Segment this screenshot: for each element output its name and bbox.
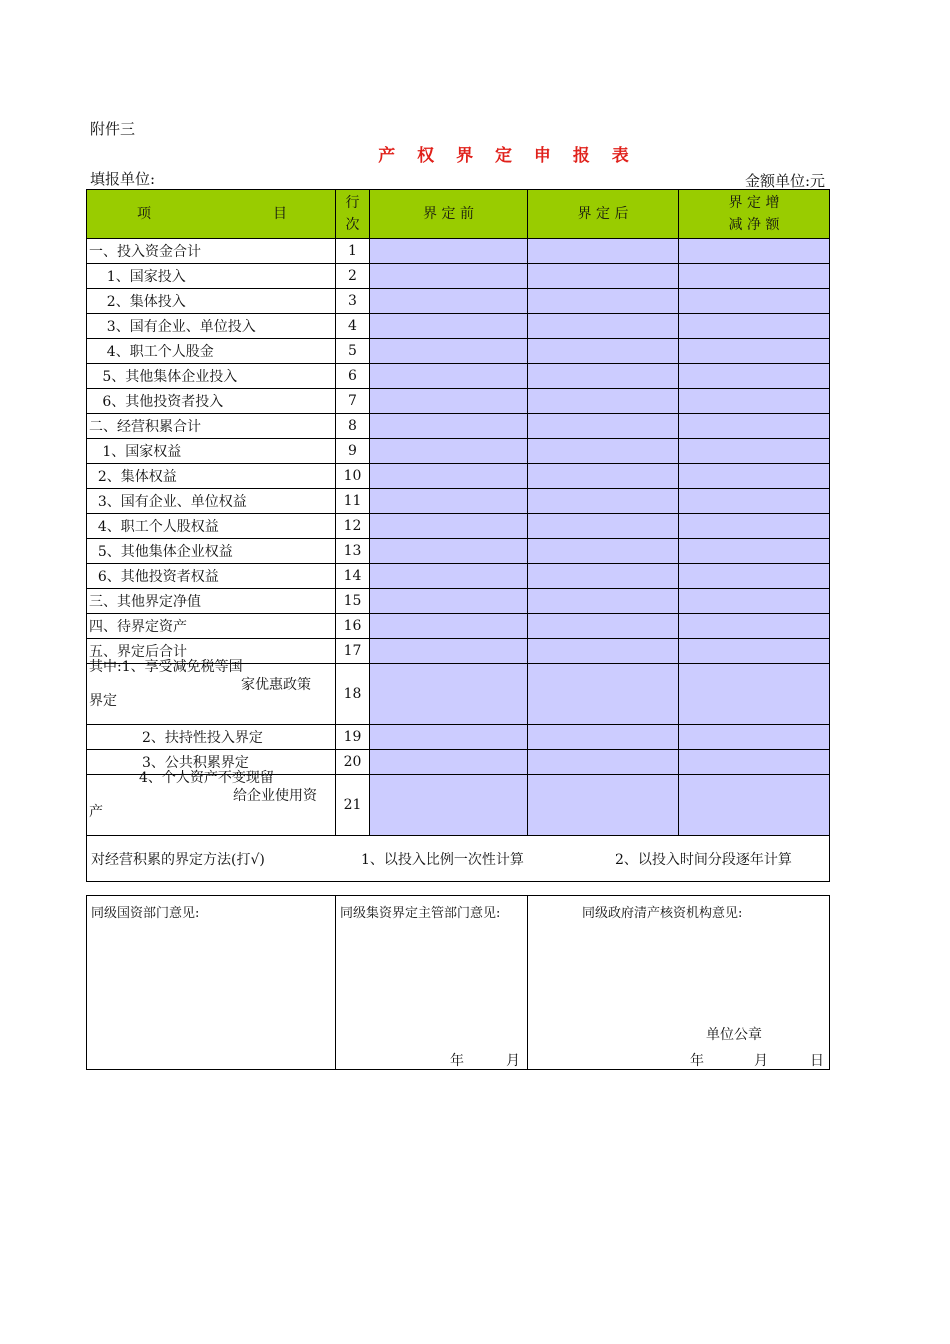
- net-change-input[interactable]: [679, 464, 830, 489]
- table-row: [87, 564, 830, 589]
- row-label: 2、集体投入: [87, 289, 336, 314]
- net-change-input[interactable]: [679, 664, 830, 725]
- table-row: [87, 614, 830, 639]
- before-input[interactable]: [370, 725, 528, 750]
- net-change-input[interactable]: [679, 339, 830, 364]
- header-before: 界 定 前: [370, 190, 528, 239]
- after-input[interactable]: [528, 775, 679, 836]
- before-input[interactable]: [370, 289, 528, 314]
- after-input[interactable]: [528, 339, 679, 364]
- header-item: 项 目: [87, 190, 336, 239]
- after-input[interactable]: [528, 389, 679, 414]
- net-change-input[interactable]: [679, 389, 830, 414]
- table-row: [87, 775, 830, 836]
- row-number: 16: [336, 614, 370, 639]
- table-row: [87, 339, 830, 364]
- row-number: 8: [336, 414, 370, 439]
- before-input[interactable]: [370, 589, 528, 614]
- net-change-input[interactable]: [679, 775, 830, 836]
- row-number: 5: [336, 339, 370, 364]
- sig-cell-government[interactable]: [528, 896, 830, 1070]
- row-label: 一、投入资金合计: [87, 239, 336, 264]
- row-number: 12: [336, 514, 370, 539]
- after-input[interactable]: [528, 514, 679, 539]
- row-label: 四、待界定资产: [87, 614, 336, 639]
- row-label: 4、职工个人股权益: [87, 514, 336, 539]
- row-label: 4、个人资产不变现留 给企业使用资 产: [87, 775, 336, 836]
- net-change-input[interactable]: [679, 489, 830, 514]
- after-input[interactable]: [528, 414, 679, 439]
- sig-cell-collective[interactable]: [336, 896, 528, 1070]
- row-label: 6、其他投资者权益: [87, 564, 336, 589]
- before-input[interactable]: [370, 564, 528, 589]
- after-input[interactable]: [528, 489, 679, 514]
- row-label: 5、其他集体企业投入: [87, 364, 336, 389]
- method-row: [87, 836, 830, 882]
- row-label: 五、界定后合计: [87, 639, 336, 664]
- table-header: [87, 190, 830, 239]
- before-input[interactable]: [370, 314, 528, 339]
- table-row: [87, 289, 830, 314]
- row-number: 2: [336, 264, 370, 289]
- net-change-input[interactable]: [679, 439, 830, 464]
- attachment-label: 附件三: [90, 120, 136, 138]
- row-number: 19: [336, 725, 370, 750]
- date-month: 月: [506, 1053, 520, 1069]
- row-number: 4: [336, 314, 370, 339]
- method-cell: [87, 836, 830, 882]
- sig-label-2: 同级集资界定主管部门意见:: [340, 906, 501, 921]
- table-row: [87, 725, 830, 750]
- net-change-input[interactable]: [679, 750, 830, 775]
- row-number: 21: [336, 775, 370, 836]
- form-title: 产 权 界 定 申 报 表: [378, 146, 637, 166]
- date-day: 日: [810, 1053, 824, 1069]
- row-label: 1、国家投入: [87, 264, 336, 289]
- row-number: 18: [336, 664, 370, 725]
- net-change-input[interactable]: [679, 264, 830, 289]
- row-number: 13: [336, 539, 370, 564]
- table-row: [87, 239, 830, 264]
- method-label: 对经营积累的界定方法(打√): [91, 852, 265, 868]
- sig-label-1: 同级国资部门意见:: [91, 906, 200, 921]
- after-input[interactable]: [528, 725, 679, 750]
- net-change-input[interactable]: [679, 314, 830, 339]
- net-change-input[interactable]: [679, 514, 830, 539]
- row-label: 3、公共积累界定: [87, 750, 336, 775]
- table-row: [87, 664, 830, 725]
- after-input[interactable]: [528, 589, 679, 614]
- before-input[interactable]: [370, 264, 528, 289]
- net-change-input[interactable]: [679, 239, 830, 264]
- header-seq: 行 次: [336, 190, 370, 239]
- after-input[interactable]: [528, 750, 679, 775]
- net-change-input[interactable]: [679, 564, 830, 589]
- row-number: 1: [336, 239, 370, 264]
- currency-unit: 金额单位:元: [744, 172, 825, 190]
- after-input[interactable]: [528, 289, 679, 314]
- before-input[interactable]: [370, 364, 528, 389]
- row-number: 20: [336, 750, 370, 775]
- after-input[interactable]: [528, 364, 679, 389]
- row-number: 11: [336, 489, 370, 514]
- method-option-2[interactable]: 2、以投入时间分段逐年计算: [615, 852, 792, 868]
- signature-table: [86, 895, 830, 1070]
- table-row: [87, 439, 830, 464]
- table-row: [87, 414, 830, 439]
- method-option-1[interactable]: 1、以投入比例一次性计算: [361, 852, 524, 868]
- before-input[interactable]: [370, 239, 528, 264]
- after-input[interactable]: [528, 664, 679, 725]
- table-row: [87, 314, 830, 339]
- after-input[interactable]: [528, 239, 679, 264]
- net-change-input[interactable]: [679, 614, 830, 639]
- property-rights-table: [86, 189, 830, 882]
- after-input[interactable]: [528, 264, 679, 289]
- table-row: [87, 389, 830, 414]
- net-change-input[interactable]: [679, 289, 830, 314]
- row-label: 3、国有企业、单位权益: [87, 489, 336, 514]
- row-label: 其中:1、享受减免税等国 家优惠政策 界定: [87, 664, 336, 725]
- after-input[interactable]: [528, 464, 679, 489]
- row-number: 9: [336, 439, 370, 464]
- row-label: 3、国有企业、单位投入: [87, 314, 336, 339]
- row-label: 5、其他集体企业权益: [87, 539, 336, 564]
- header-after: 界 定 后: [528, 190, 679, 239]
- net-change-input[interactable]: [679, 639, 830, 664]
- before-input[interactable]: [370, 489, 528, 514]
- before-input[interactable]: [370, 414, 528, 439]
- after-input[interactable]: [528, 539, 679, 564]
- row-label: 2、扶持性投入界定: [87, 725, 336, 750]
- before-input[interactable]: [370, 389, 528, 414]
- table-row: [87, 264, 830, 289]
- table-row: [87, 489, 830, 514]
- before-input[interactable]: [370, 775, 528, 836]
- net-change-input[interactable]: [679, 725, 830, 750]
- date-year: 年: [690, 1053, 704, 1069]
- filler-label: 填报单位:: [90, 170, 156, 188]
- row-number: 3: [336, 289, 370, 314]
- after-input[interactable]: [528, 614, 679, 639]
- after-input[interactable]: [528, 314, 679, 339]
- before-input[interactable]: [370, 339, 528, 364]
- date-month: 月: [754, 1053, 768, 1069]
- before-input[interactable]: [370, 750, 528, 775]
- seal-label: 单位公章: [706, 1027, 762, 1043]
- net-change-input[interactable]: [679, 414, 830, 439]
- date-year: 年: [450, 1053, 464, 1069]
- before-input[interactable]: [370, 539, 528, 564]
- header-net-change: 界 定 增 减 净 额: [679, 190, 830, 239]
- row-label: 6、其他投资者投入: [87, 389, 336, 414]
- after-input[interactable]: [528, 439, 679, 464]
- row-number: 10: [336, 464, 370, 489]
- table-row: [87, 464, 830, 489]
- row-label: 1、国家权益: [87, 439, 336, 464]
- table-row: [87, 514, 830, 539]
- before-input[interactable]: [370, 614, 528, 639]
- after-input[interactable]: [528, 639, 679, 664]
- row-label: 2、集体权益: [87, 464, 336, 489]
- net-change-input[interactable]: [679, 589, 830, 614]
- row-label: 二、经营积累合计: [87, 414, 336, 439]
- before-input[interactable]: [370, 464, 528, 489]
- row-label: 三、其他界定净值: [87, 589, 336, 614]
- net-change-input[interactable]: [679, 539, 830, 564]
- row-number: 6: [336, 364, 370, 389]
- table-row: [87, 539, 830, 564]
- table-row: [87, 589, 830, 614]
- row-number: 14: [336, 564, 370, 589]
- row-label: 4、职工个人股金: [87, 339, 336, 364]
- before-input[interactable]: [370, 639, 528, 664]
- row-number: 17: [336, 639, 370, 664]
- row-number: 15: [336, 589, 370, 614]
- before-input[interactable]: [370, 664, 528, 725]
- after-input[interactable]: [528, 564, 679, 589]
- table-row: [87, 364, 830, 389]
- before-input[interactable]: [370, 514, 528, 539]
- net-change-input[interactable]: [679, 364, 830, 389]
- sig-label-3: 同级政府清产核资机构意见:: [582, 906, 743, 921]
- sig-cell-state-assets[interactable]: [87, 896, 336, 1070]
- before-input[interactable]: [370, 439, 528, 464]
- row-number: 7: [336, 389, 370, 414]
